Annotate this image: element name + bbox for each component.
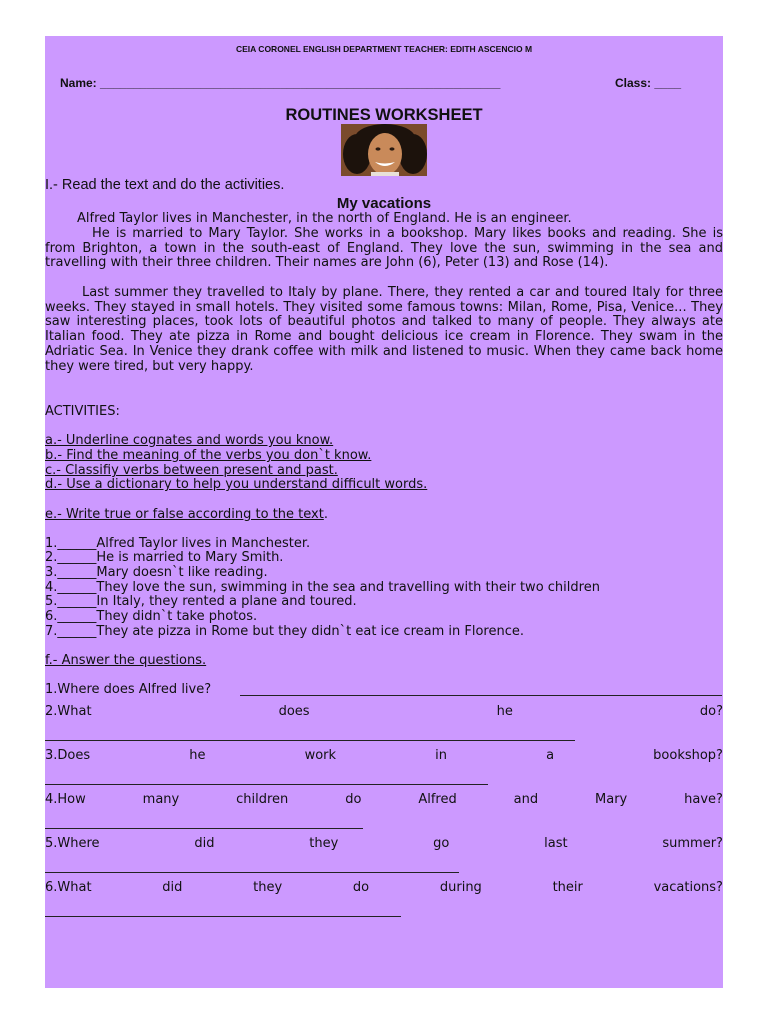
question-4 bbox=[45, 792, 723, 807]
activity-e-period: . bbox=[323, 507, 328, 522]
activity-b: b.- Find the meaning of the verbs you don`t know. bbox=[45, 448, 372, 463]
question-word: go bbox=[433, 836, 450, 851]
activities-label: ACTIVITIES: bbox=[45, 404, 120, 419]
question-word: 2.What bbox=[45, 704, 92, 719]
activity-d: d.- Use a dictionary to help you understand difficult words. bbox=[45, 477, 428, 492]
student-photo bbox=[341, 124, 427, 176]
question-2 bbox=[45, 704, 723, 719]
question-word: they bbox=[253, 880, 283, 895]
question-word: 6.What bbox=[45, 880, 92, 895]
question-word: and bbox=[513, 792, 539, 807]
answer-line bbox=[240, 695, 722, 696]
activity-c: c.- Classifiy verbs between present and past. bbox=[45, 463, 338, 478]
true-false-item: 7.______They ate pizza in Rome but they didn`t eat ice cream in Florence. bbox=[45, 624, 525, 639]
answer-line bbox=[45, 784, 488, 785]
question-5 bbox=[45, 836, 723, 851]
story-title: My vacations bbox=[336, 195, 432, 212]
true-false-item: 4.______They love the sun, swimming in the sea and travelling with their two children bbox=[45, 580, 600, 595]
answer-line bbox=[45, 872, 459, 873]
activity-e bbox=[45, 507, 328, 522]
true-false-item: 3.______Mary doesn`t like reading. bbox=[45, 565, 268, 580]
question-word: do? bbox=[699, 704, 723, 719]
true-false-item: 2.______He is married to Mary Smith. bbox=[45, 550, 284, 565]
question-word: last bbox=[544, 836, 568, 851]
true-false-item: 6.______They didn`t take photos. bbox=[45, 609, 258, 624]
question-word: vacations? bbox=[653, 880, 723, 895]
question-word: he bbox=[496, 704, 513, 719]
answer-line bbox=[45, 828, 363, 829]
question-word: does bbox=[278, 704, 310, 719]
worksheet-page bbox=[45, 36, 723, 988]
question-word: Mary bbox=[595, 792, 628, 807]
story-paragraph-1: Alfred Taylor lives in Manchester, in the north of England. He is an engineer. bbox=[77, 211, 572, 226]
true-false-item: 1.______Alfred Taylor lives in Manchester. bbox=[45, 536, 311, 551]
activity-a: a.- Underline cognates and words you know. bbox=[45, 433, 334, 448]
question-word: have? bbox=[684, 792, 723, 807]
activity-e-text: e.- Write true or false according to the text bbox=[45, 507, 324, 522]
question-word: a bbox=[546, 748, 555, 763]
story-paragraph-2: He is married to Mary Taylor. She works in a bookshop. Mary likes books and reading. She is from Brighton, a town in the south-east of England. They love the sun, swimming in the sea and travelling with their three children. Their names are John (6), Peter (13) and Rose (14). bbox=[45, 226, 723, 271]
question-word: summer? bbox=[662, 836, 723, 851]
question-word: do bbox=[352, 880, 370, 895]
question-word: did bbox=[194, 836, 215, 851]
question-word: Alfred bbox=[418, 792, 457, 807]
name-field: Name: ____________________________________________________________ bbox=[60, 76, 501, 90]
question-word: do bbox=[345, 792, 362, 807]
activity-f: f.- Answer the questions. bbox=[45, 653, 207, 668]
question-word: 3.Does bbox=[45, 748, 91, 763]
question-word: in bbox=[435, 748, 447, 763]
instructions: I.- Read the text and do the activities. bbox=[45, 177, 285, 193]
question-word: their bbox=[552, 880, 583, 895]
true-false-item: 5.______In Italy, they rented a plane and toured. bbox=[45, 594, 357, 609]
question-word: work bbox=[304, 748, 337, 763]
question-word: many bbox=[142, 792, 180, 807]
department-header: CEIA CORONEL ENGLISH DEPARTMENT TEACHER: EDITH ASCENCIO M bbox=[235, 44, 533, 54]
answer-line bbox=[45, 740, 575, 741]
class-field: Class: ____ bbox=[615, 76, 682, 90]
worksheet-title: ROUTINES WORKSHEET bbox=[285, 106, 483, 124]
question-word: 4.How bbox=[45, 792, 86, 807]
question-word: bookshop? bbox=[653, 748, 723, 763]
question-6 bbox=[45, 880, 723, 895]
question-3 bbox=[45, 748, 723, 763]
question-word: did bbox=[162, 880, 183, 895]
question-1: 1.Where does Alfred live? bbox=[45, 682, 212, 697]
story-paragraph-3: Last summer they travelled to Italy by plane. There, they rented a car and toured Italy for three weeks. They stayed in small hotels. They visited some famous towns: Milan, Rome, Pisa, Venice... They saw interesting places, took lots of beautiful photos and talked to many of people. They always ate Italian food. They ate pizza in Rome and bought delicious ice cream in Florence. They swam in the Adriatic Sea. In Venice they drank coffee with milk and listened to music. When they came back home they were tired, but very happy. bbox=[45, 285, 723, 374]
question-word: they bbox=[309, 836, 339, 851]
question-word: he bbox=[189, 748, 206, 763]
question-word: 5.Where bbox=[45, 836, 100, 851]
answer-line bbox=[45, 916, 401, 917]
question-word: during bbox=[439, 880, 482, 895]
question-word: children bbox=[236, 792, 289, 807]
